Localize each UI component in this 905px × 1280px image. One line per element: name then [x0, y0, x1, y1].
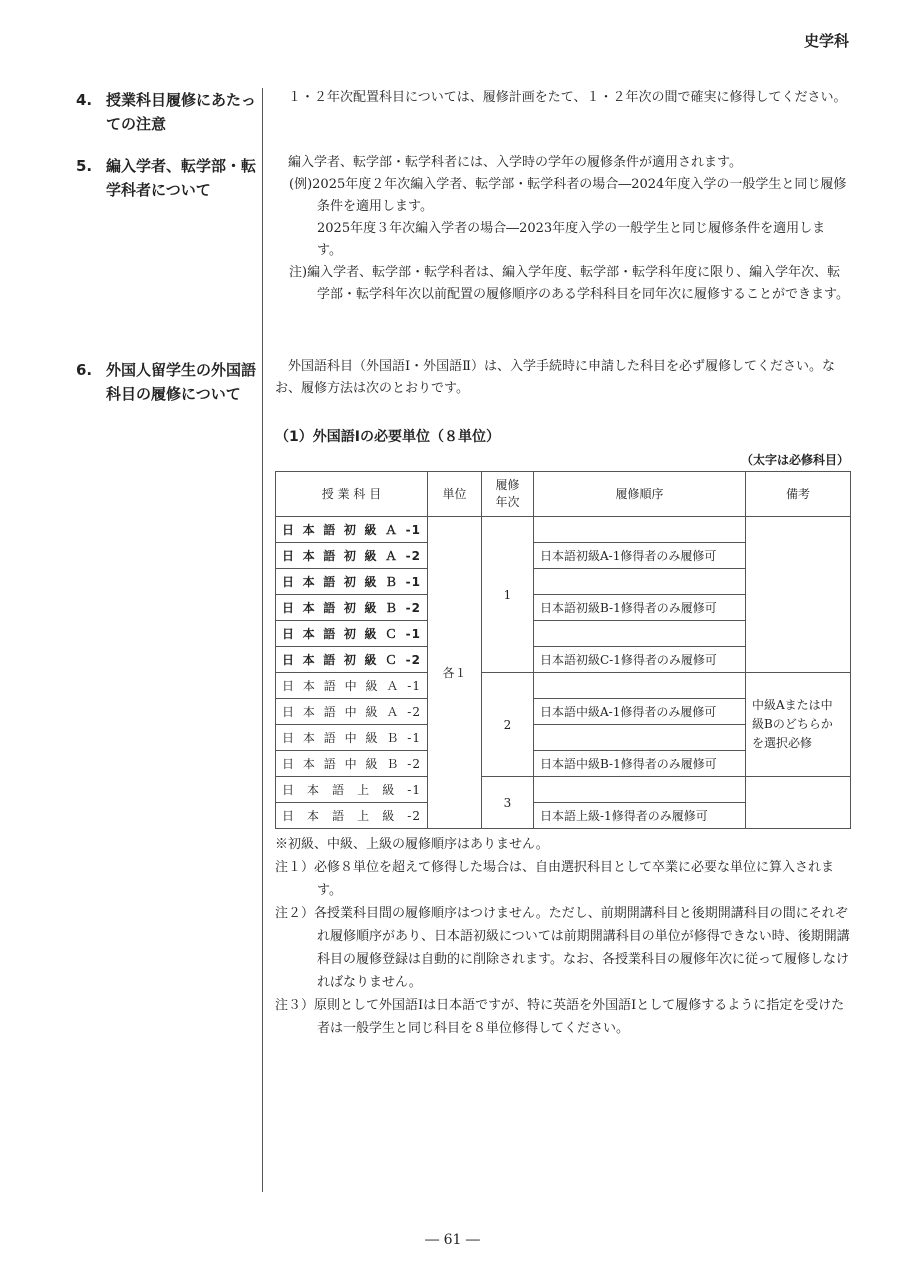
table-row — [276, 777, 851, 803]
course-name: 日本語上級-2 — [276, 803, 428, 829]
year-cell: 3 — [482, 777, 534, 829]
header-year: 履修年次 — [482, 472, 534, 517]
example-label: (例) — [289, 177, 313, 192]
course-name: 日本語初級Ｃ-2 — [276, 647, 428, 673]
header-course: 授 業 科 目 — [276, 472, 428, 517]
section-6-body — [275, 356, 850, 400]
example-text: 2025年度２年次編入学者、転学部・転学科者の場合―2024年度入学の一般学生と同じ履修条件を適用します。 — [312, 177, 847, 214]
section-title-text: 編入学者、転学部・転学科者について — [106, 157, 257, 199]
header-credits: 単位 — [428, 472, 482, 517]
table-row — [276, 517, 851, 543]
footnote: ※初級、中級、上級の履修順序はありません。 — [275, 837, 549, 852]
course-name: 日本語中級Ａ-2 — [276, 699, 428, 725]
section-5-title — [76, 154, 256, 202]
credits-cell: 各１ — [428, 517, 482, 829]
prerequisite: 日本語中級A-1修得者のみ履修可 — [534, 699, 746, 725]
prerequisite — [534, 725, 746, 751]
section-note — [275, 262, 850, 306]
prerequisite — [534, 517, 746, 543]
section-4-body — [275, 87, 850, 109]
header-order: 履修順序 — [534, 472, 746, 517]
prerequisite: 日本語上級-1修得者のみ履修可 — [534, 803, 746, 829]
section-title-text: 外国人留学生の外国語科目の履修について — [106, 361, 257, 403]
year-cell: 1 — [482, 517, 534, 673]
table-header-row — [276, 472, 851, 517]
course-name: 日本語初級Ｃ-1 — [276, 621, 428, 647]
remarks-cell — [746, 517, 851, 673]
course-name: 日本語中級Ａ-1 — [276, 673, 428, 699]
course-name: 日本語初級Ｂ-1 — [276, 569, 428, 595]
section-4-title — [76, 88, 256, 136]
subsection-heading: （1）外国語Ⅰの必要単位（８単位） — [275, 429, 500, 445]
section-number: 5. — [76, 157, 93, 175]
remarks-cell — [746, 777, 851, 829]
footnote: 注１）必修８単位を超えて修得した場合は、自由選択科目として卒業に必要な単位に算入されます。 — [275, 860, 835, 898]
course-name: 日本語初級Ｂ-2 — [276, 595, 428, 621]
prerequisite — [534, 673, 746, 699]
course-name: 日本語上級-1 — [276, 777, 428, 803]
footnotes — [275, 833, 850, 1040]
section-title-text: 授業科目履修にあたっての注意 — [106, 91, 257, 133]
table-row — [276, 673, 851, 699]
footnote: 注２）各授業科目間の履修順序はつけません。ただし、前期開講科目と後期開講科目の間にそれぞれ履修順序があり、日本語初級については前期開講科目の単位が修得できない時、後期開講科目の履修登録は自動的に削除されます。なお、各授業科目の履修年次に従って履修しなければなりません。 — [275, 906, 850, 990]
note-label: 注) — [289, 265, 308, 280]
section-paragraph: 編入学者、転学部・転学科者には、入学時の学年の履修条件が適用されます。 — [288, 155, 742, 170]
example-1 — [275, 174, 850, 218]
section-6-title — [76, 358, 256, 406]
table-legend-note: （太字は必修科目） — [740, 453, 849, 467]
column-divider — [262, 88, 263, 1192]
prerequisite — [534, 621, 746, 647]
note-text: 編入学者、転学部・転学科者は、編入学年度、転学部・転学科年度に限り、編入学年次、転学部・転学科年次以前配置の履修順序のある学科科目を同年次に履修することができます。 — [307, 265, 849, 302]
section-number: 6. — [76, 361, 93, 379]
example-2: 2025年度３年次編入学者の場合―2023年度入学の一般学生と同じ履修条件を適用します。 — [317, 221, 826, 258]
course-name: 日本語中級Ｂ-1 — [276, 725, 428, 751]
department-label: 史学科 — [803, 32, 849, 50]
section-5-body — [275, 152, 850, 306]
section-paragraph: １・２年次配置科目については、履修計画をたて、１・２年次の間で確実に修得してください。 — [288, 90, 847, 105]
course-name: 日本語中級Ｂ-2 — [276, 751, 428, 777]
prerequisite — [534, 777, 746, 803]
footnote: 注３）原則として外国語Ⅰは日本語ですが、特に英語を外国語Ⅰとして履修するように指定を受けた者は一般学生と同じ科目を８単位修得してください。 — [275, 998, 845, 1036]
year-cell: 2 — [482, 673, 534, 777]
page-number: ― 61 ― — [425, 1232, 480, 1248]
prerequisite: 日本語中級B-1修得者のみ履修可 — [534, 751, 746, 777]
prerequisite — [534, 569, 746, 595]
prerequisite: 日本語初級A-1修得者のみ履修可 — [534, 543, 746, 569]
course-name: 日本語初級Ａ-2 — [276, 543, 428, 569]
course-name: 日本語初級Ａ-1 — [276, 517, 428, 543]
prerequisite: 日本語初級C-1修得者のみ履修可 — [534, 647, 746, 673]
header-remarks: 備考 — [746, 472, 851, 517]
course-table — [275, 471, 851, 829]
section-number: 4. — [76, 91, 93, 109]
section-paragraph: 外国語科目（外国語Ⅰ・外国語Ⅱ）は、入学手続時に申請した科目を必ず履修してください。なお、履修方法は次のとおりです。 — [275, 359, 835, 396]
remarks-cell: 中級Aまたは中級Bのどちらかを選択必修 — [746, 673, 851, 777]
prerequisite: 日本語初級B-1修得者のみ履修可 — [534, 595, 746, 621]
